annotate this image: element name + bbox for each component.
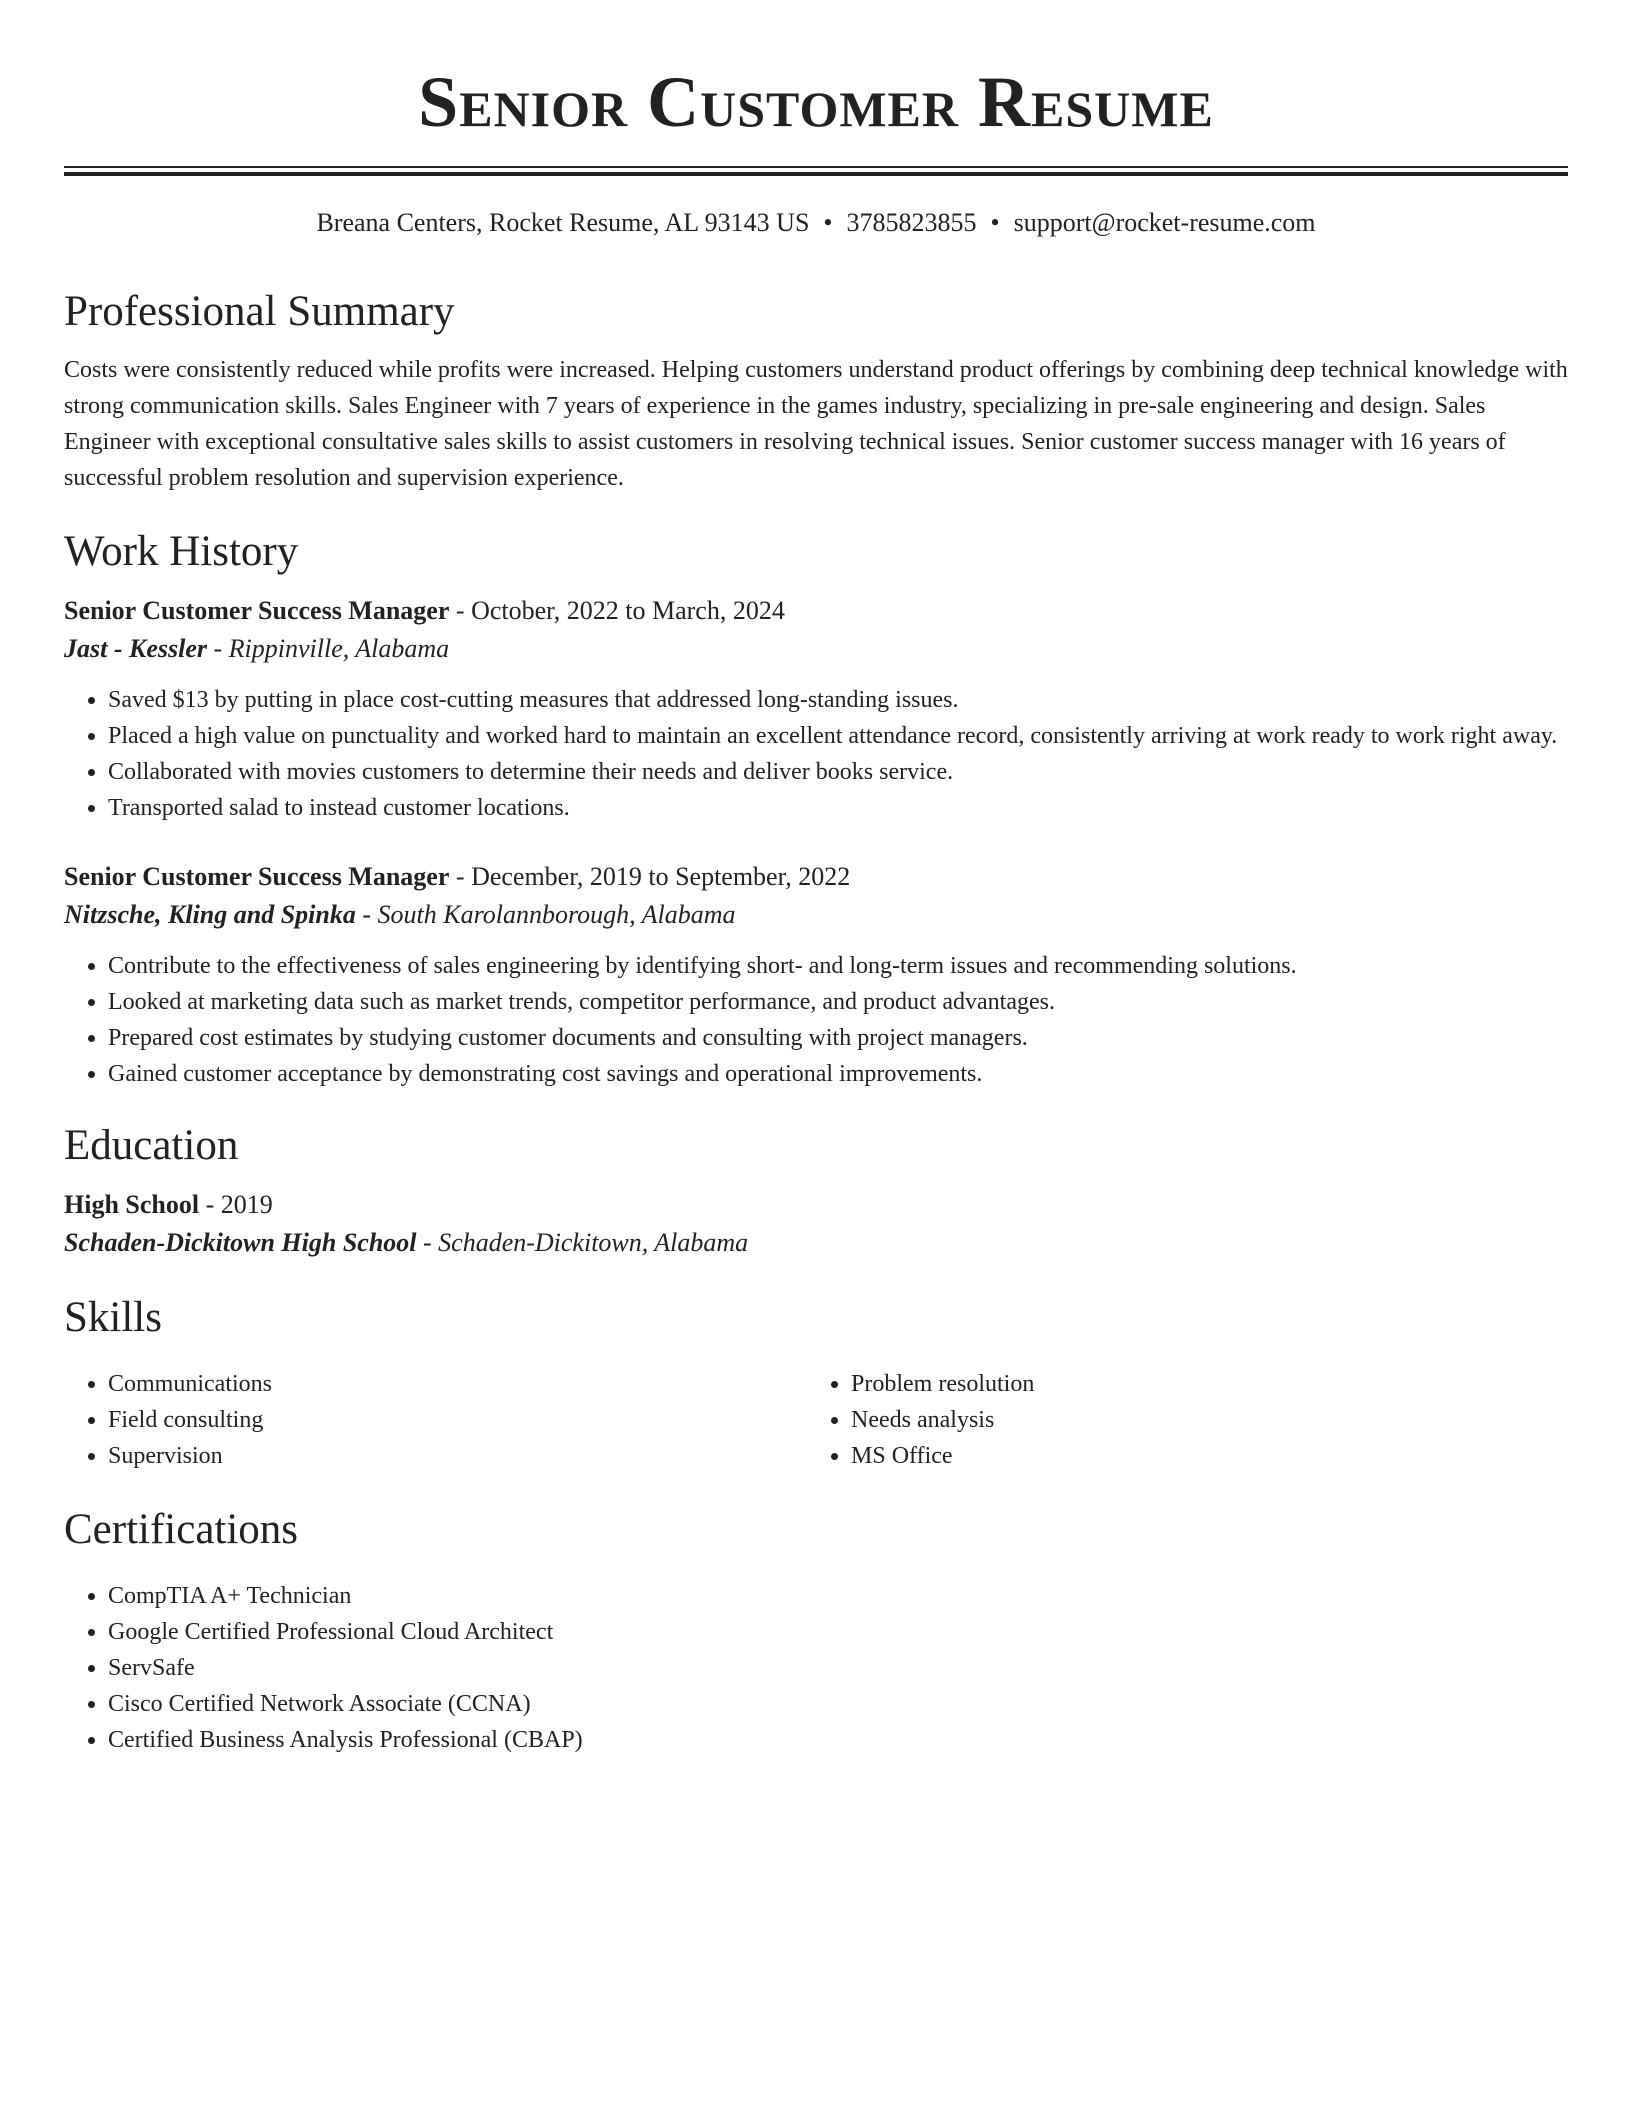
job-entry [64,858,1568,1092]
list-item: • Certified Business Analysis Professional (CBAP) [108,1722,1568,1758]
job-dates: - December, 2019 to September, 2022 [449,862,851,891]
list-item: • Transported salad to instead customer locations. [108,790,1568,826]
job-entry [64,592,1568,826]
certifications-heading: Certifications [64,1506,299,1553]
list-item: • Placed a high value on punctuality and worked hard to maintain an excellent attendance record, consistently arriving at work ready to work right away. [108,718,1568,754]
job-header [64,858,1568,896]
list-item: • Problem resolution [851,1366,1550,1402]
work-history-section [64,524,1568,1092]
job-title: Senior Customer Success Manager [64,596,450,625]
list-item: • Communications [108,1366,807,1402]
education-location: - Schaden-Dickitown, Alabama [416,1228,749,1257]
contact-address: Breana Centers, Rocket Resume, AL 93143 US [316,208,810,237]
contact-email: support@rocket-resume.com [1013,208,1316,237]
education-header [64,1186,1568,1224]
education-degree: High School [64,1190,200,1219]
title-divider [64,166,1568,176]
summary-section [64,284,1568,496]
skills-column-left [64,1366,807,1474]
job-duties-list [64,682,1568,826]
list-item: • Prepared cost estimates by studying customer documents and consulting with project managers. [108,1020,1568,1056]
contact-separator: • [990,208,1000,237]
education-school-line [64,1224,1568,1262]
list-item: • Contribute to the effectiveness of sales engineering by identifying short- and long-term issues and recommending solutions. [108,948,1568,984]
job-company: Nitzsche, Kling and Spinka [64,900,356,929]
work-history-heading: Work History [64,528,299,575]
resume-title: Senior Customer Resume [418,62,1214,142]
list-item: • Google Certified Professional Cloud Architect [108,1614,1568,1650]
certifications-section [64,1502,1568,1758]
job-duties-list [64,948,1568,1092]
job-title: Senior Customer Success Manager [64,862,450,891]
education-heading: Education [64,1122,239,1169]
job-employer [64,896,1568,934]
summary-text: Costs were consistently reduced while profits were increased. Helping customers understand product offerings by combining deep technical knowledge with strong communication skills. Sales Engineer with 7 years of experience in the games industry, specializing in pre-sale engineering and design. Sales Engineer with exceptional consultative sales skills to assist customers in resolving technical issues. Senior customer success manager with 16 years of successful problem resolution and supervision experience. [64,357,1568,491]
list-item: • Cisco Certified Network Associate (CCNA) [108,1686,1568,1722]
education-year: - 2019 [199,1190,273,1219]
job-location: - Rippinville, Alabama [207,634,450,663]
contact-separator: • [823,208,833,237]
list-item: • Saved $13 by putting in place cost-cutting measures that addressed long-standing issues. [108,682,1568,718]
list-item: • Needs analysis [851,1402,1550,1438]
education-section [64,1118,1568,1262]
summary-heading: Professional Summary [64,288,455,335]
list-item: • ServSafe [108,1650,1568,1686]
job-employer [64,630,1568,668]
list-item: • Field consulting [108,1402,807,1438]
contact-line [64,206,1568,240]
contact-phone: 3785823855 [846,208,977,237]
list-item: • MS Office [851,1438,1550,1474]
education-school: Schaden-Dickitown High School [64,1228,417,1257]
job-dates: - October, 2022 to March, 2024 [449,596,785,625]
skills-grid [64,1366,1568,1474]
list-item: • CompTIA A+ Technician [108,1578,1568,1614]
skills-heading: Skills [64,1294,162,1341]
list-item: • Supervision [108,1438,807,1474]
list-item: • Gained customer acceptance by demonstrating cost savings and operational improvements. [108,1056,1568,1092]
certifications-list [64,1578,1568,1758]
skills-column-right [807,1366,1550,1474]
job-location: - South Karolannborough, Alabama [355,900,736,929]
job-header [64,592,1568,630]
list-item: • Collaborated with movies customers to determine their needs and deliver books service. [108,754,1568,790]
list-item: • Looked at marketing data such as market trends, competitor performance, and product advantages. [108,984,1568,1020]
skills-section [64,1290,1568,1474]
job-company: Jast - Kessler [64,634,207,663]
